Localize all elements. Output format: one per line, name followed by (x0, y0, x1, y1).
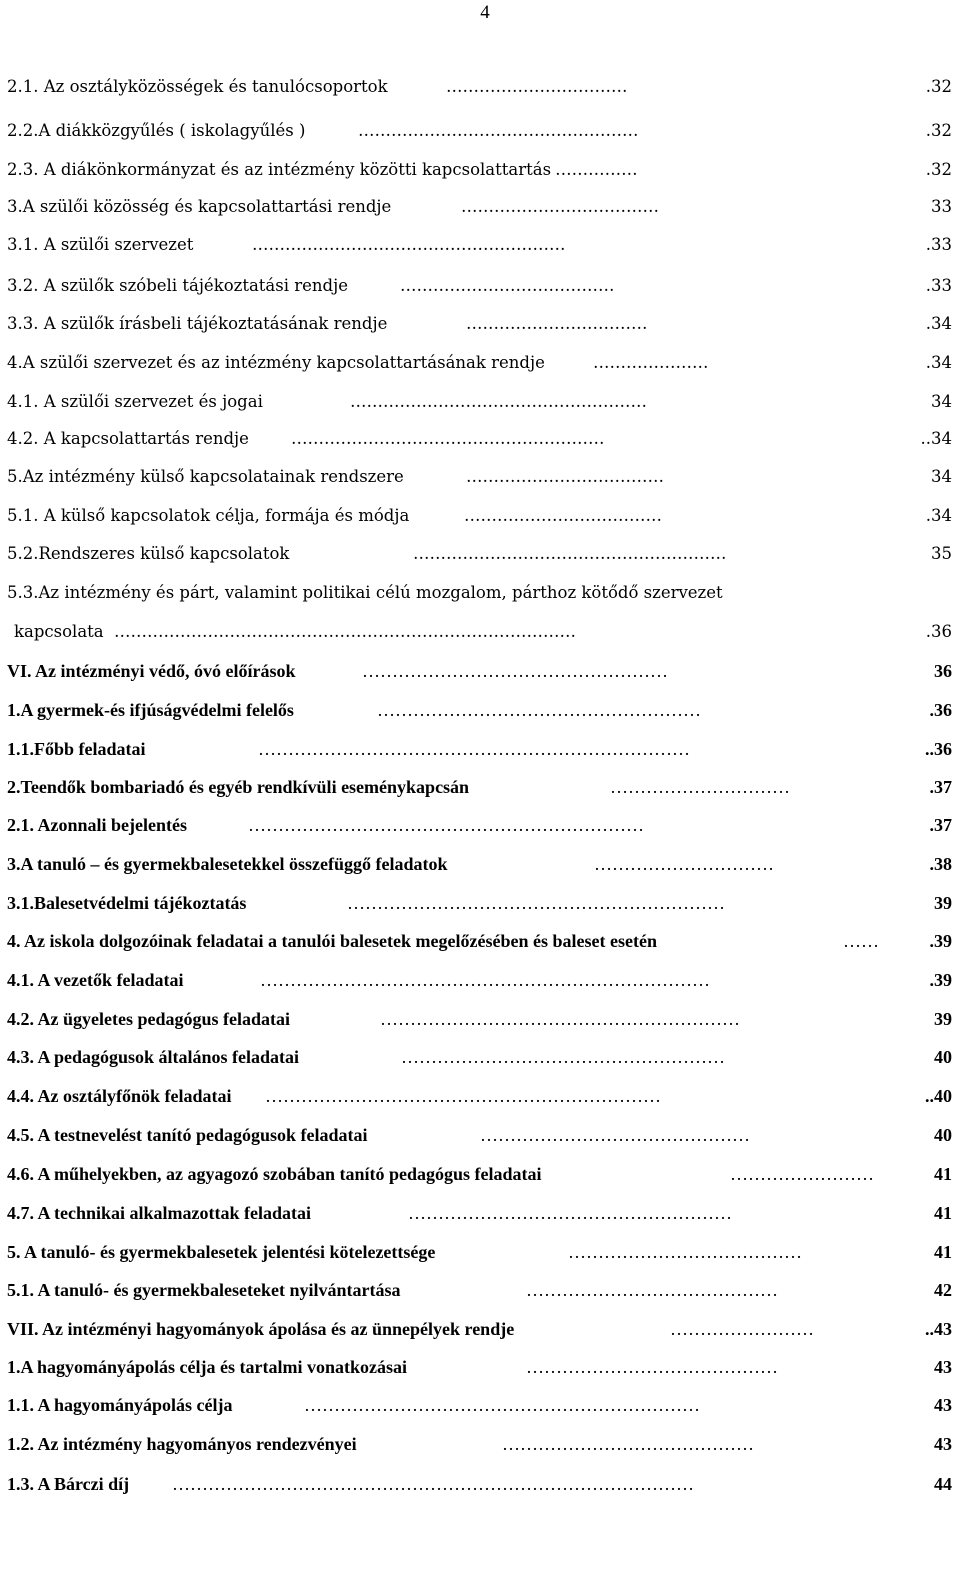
toc-entry-page-number: 40 (934, 1125, 952, 1145)
toc-entry-leader-dots: ……………………………………………………………… (258, 739, 690, 759)
toc-entry-leader-dots: …………………………………… (526, 1357, 778, 1377)
toc-entry-leader-dots: ……………………………………………………… (347, 893, 725, 913)
toc-entry-leader-dots: ………………………………………………………… (304, 1395, 700, 1415)
toc-entry-title: 4.3. A pedagógusok általános feladatai (7, 1047, 300, 1067)
toc-entry-leader-dots: ………………………………………………………… (265, 1086, 661, 1106)
toc-entry-page-number: .37 (929, 815, 952, 835)
toc-entry-title: 5.Az intézmény külső kapcsolatainak rendszere (7, 467, 404, 486)
toc-entry-title: 2.3. A diákönkormányzat és az intézmény közötti kapcsolattartás (7, 160, 552, 179)
toc-entry-leader-dots: ……………………………………………… (401, 1047, 725, 1067)
toc-entry-leader-dots: ………………………… (594, 854, 774, 874)
toc-entry-leader-dots: …………………………………………… (362, 661, 668, 681)
toc-entry-title: 4.4. Az osztályfőnök feladatai (7, 1086, 232, 1106)
toc-entry-title: 4.2. A kapcsolattartás rendje (7, 429, 249, 448)
toc-entry-page-number: 39 (934, 893, 952, 913)
toc-entry-leader-dots: ……………………………………………… (350, 392, 647, 411)
toc-entry-title: 1.A gyermek-és ifjúságvédelmi felelős (7, 700, 294, 720)
toc-entry-page-number: .38 (929, 854, 952, 874)
toc-entry-title: 4.5. A testnevelést tanító pedagógusok feladatai (7, 1125, 368, 1145)
toc-entry-title: 3.1. A szülői szervezet (7, 235, 194, 254)
toc-entry-page-number: 35 (931, 544, 952, 563)
toc-entry-page-number: .34 (925, 314, 952, 333)
toc-entry-page-number: 33 (931, 197, 952, 216)
toc-entry-leader-dots: …… (843, 931, 879, 951)
toc-entry-title: 3.A tanuló – és gyermekbalesetekkel összefüggő feladatok (7, 854, 448, 874)
toc-entry-leader-dots: …………… (555, 160, 638, 179)
toc-entry-title: 5.1. A külső kapcsolatok célja, formája és módja (7, 506, 410, 525)
toc-entry-title: 3.2. A szülők szóbeli tájékoztatási rendje (7, 276, 348, 295)
toc-entry-page-number: 41 (934, 1242, 952, 1262)
toc-entry-page-number: ..36 (925, 739, 952, 759)
toc-entry-leader-dots: ………………………………………………… (291, 429, 605, 448)
toc-entry-title: 4.6. A műhelyekben, az agyagozó szobában tanító pedagógus feladatai (7, 1164, 542, 1184)
toc-entry-page-number: 43 (934, 1395, 952, 1415)
toc-entry-leader-dots: ……………………………………………… (377, 700, 701, 720)
toc-entry-leader-dots: …………………… (730, 1164, 874, 1184)
toc-entry-leader-dots: …………………………………………………… (380, 1009, 740, 1029)
toc-entry-title: 1.A hagyományápolás célja és tartalmi vonatkozásai (7, 1357, 407, 1377)
toc-entry-title: 1.3. A Bárczi díj (7, 1474, 130, 1494)
toc-entry-leader-dots: …………………… (670, 1319, 814, 1339)
toc-entry-leader-dots: ………………………………… (400, 276, 615, 295)
toc-entry-leader-dots: ………………………………………………………………………… (114, 622, 576, 641)
toc-entry-page-number: 39 (934, 1009, 952, 1029)
toc-entry-page-number: 44 (934, 1474, 952, 1494)
toc-entry-page-number: 43 (934, 1357, 952, 1377)
toc-entry-page-number: .33 (925, 235, 952, 254)
toc-entry-title: 4. Az iskola dolgozóinak feladatai a tanulói balesetek megelőzésében és baleset esetén (7, 931, 657, 951)
toc-entry-title: 4.7. A technikai alkalmazottak feladatai (7, 1203, 312, 1223)
toc-entry-page-number: .37 (929, 777, 952, 797)
toc-entry-leader-dots: ………………………………………………………… (248, 815, 644, 835)
toc-entry-page-number: 34 (931, 392, 952, 411)
toc-entry-leader-dots: …………………………… (446, 77, 628, 96)
toc-entry-page-number: .33 (925, 276, 952, 295)
toc-entry-leader-dots: …………………………………………………………………………… (172, 1474, 694, 1494)
toc-entry-page-number: .39 (929, 931, 952, 951)
toc-entry-leader-dots: ………………………………………………………………… (260, 970, 710, 990)
toc-entry-page-number: .36 (925, 622, 952, 641)
toc-entry-title: 4.1. A vezetők feladatai (7, 970, 184, 990)
toc-entry-title: 2.1. Azonnali bejelentés (7, 815, 187, 835)
toc-entry-page-number: 36 (934, 661, 952, 681)
toc-entry-leader-dots: ……………………………… (466, 467, 664, 486)
toc-entry-leader-dots: ………………………… (610, 777, 790, 797)
toc-entry-title: VI. Az intézményi védő, óvó előírások (7, 661, 296, 681)
toc-entry-page-number: 41 (934, 1164, 952, 1184)
toc-entry-page-number: 40 (934, 1047, 952, 1067)
toc-entry-title: 1.1.Főbb feladatai (7, 739, 146, 759)
toc-entry-title: 1.1. A hagyományápolás célja (7, 1395, 233, 1415)
toc-entry-page-number: .32 (925, 160, 952, 179)
toc-entry-title: kapcsolata (14, 622, 104, 641)
toc-entry-title: 1.2. Az intézmény hagyományos rendezvényei (7, 1434, 357, 1454)
toc-entry-leader-dots: ……………………………… (461, 197, 659, 216)
toc-entry-page-number: .34 (925, 506, 952, 525)
toc-entry-title: 3.1.Balesetvédelmi tájékoztatás (7, 893, 247, 913)
toc-entry-title: 5.3.Az intézmény és párt, valamint politikai célú mozgalom, párthoz kötődő szervezet (7, 583, 723, 602)
toc-entry-title: 5. A tanuló- és gyermekbalesetek jelentési kötelezettsége (7, 1242, 436, 1262)
toc-entry-title: 4.1. A szülői szervezet és jogai (7, 392, 263, 411)
toc-entry-page-number: 42 (934, 1280, 952, 1300)
toc-entry-page-number: 43 (934, 1434, 952, 1454)
toc-entry-title: 5.1. A tanuló- és gyermekbaleseteket nyilvántartása (7, 1280, 401, 1300)
toc-entry-page-number: .32 (925, 121, 952, 140)
toc-entry-leader-dots: …………………………………………… (358, 121, 639, 140)
toc-entry-title: 4.2. Az ügyeletes pedagógus feladatai (7, 1009, 290, 1029)
toc-entry-title: 4.A szülői szervezet és az intézmény kapcsolattartásának rendje (7, 353, 545, 372)
toc-entry-page-number: .34 (925, 353, 952, 372)
toc-entry-title: 2.Teendők bombariadó és egyéb rendkívüli eseménykapcsán (7, 777, 470, 797)
toc-entry-leader-dots: …………………………………… (526, 1280, 778, 1300)
toc-entry-page-number: ..34 (920, 429, 952, 448)
toc-entry-page-number: ..43 (925, 1319, 952, 1339)
toc-entry-leader-dots: ……………………………………………… (408, 1203, 732, 1223)
toc-entry-page-number: .36 (929, 700, 952, 720)
toc-entry-title: 3.A szülői közösség és kapcsolattartási rendje (7, 197, 392, 216)
toc-entry-leader-dots: ……………………………… (464, 506, 662, 525)
toc-entry-page-number: ..40 (925, 1086, 952, 1106)
toc-entry-page-number: 41 (934, 1203, 952, 1223)
toc-entry-page-number: .39 (929, 970, 952, 990)
toc-entry-title: 5.2.Rendszeres külső kapcsolatok (7, 544, 290, 563)
toc-entry-leader-dots: ………………………………… (568, 1242, 802, 1262)
toc-entry-title: 2.2.A diákközgyűlés ( iskolagyűlés ) (7, 121, 306, 140)
toc-entry-leader-dots: …………………………… (466, 314, 648, 333)
toc-entry-title: VII. Az intézményi hagyományok ápolása és az ünnepélyek rendje (7, 1319, 515, 1339)
toc-entry-page-number: .32 (925, 77, 952, 96)
page-number: 4 (480, 2, 490, 23)
toc-entry-leader-dots: ……………………………………… (480, 1125, 750, 1145)
toc-entry-page-number: 34 (931, 467, 952, 486)
toc-entry-leader-dots: ………………… (593, 353, 709, 372)
toc-entry-leader-dots: ………………………………………………… (413, 544, 727, 563)
toc-entry-title: 2.1. Az osztályközösségek és tanulócsoportok (7, 77, 388, 96)
toc-entry-leader-dots: …………………………………… (502, 1434, 754, 1454)
toc-entry-title: 3.3. A szülők írásbeli tájékoztatásának rendje (7, 314, 388, 333)
toc-entry-leader-dots: ………………………………………………… (252, 235, 566, 254)
